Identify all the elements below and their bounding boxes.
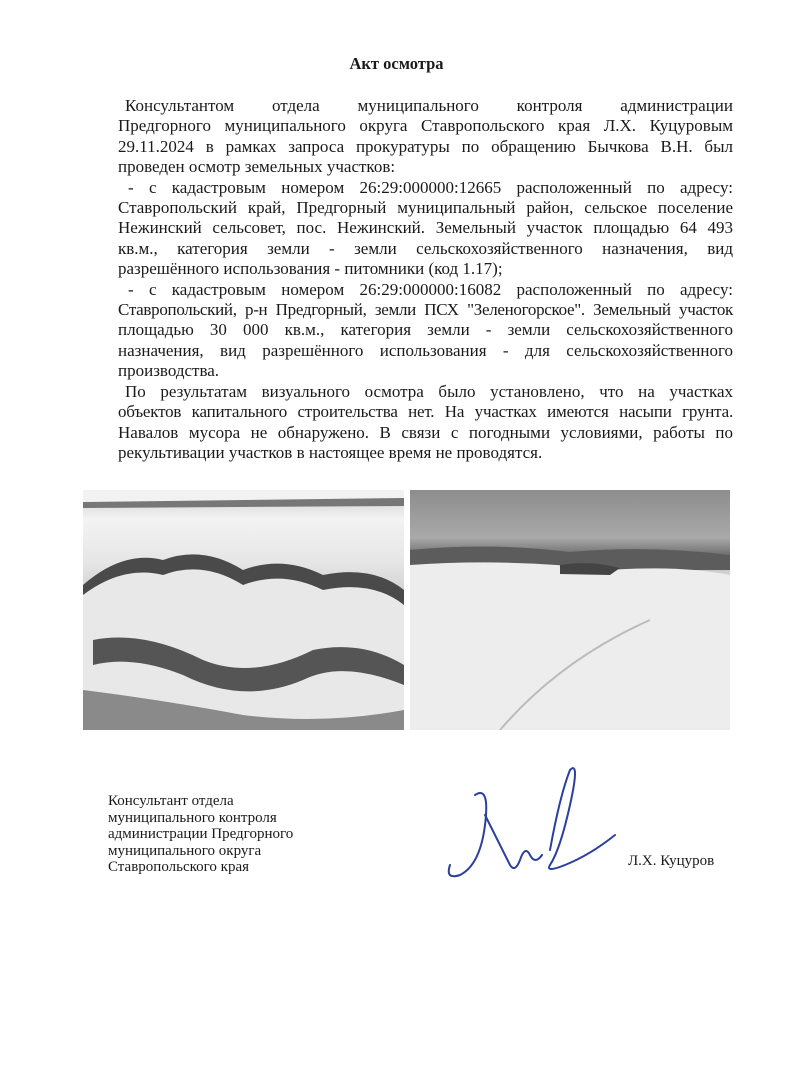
text-line: По результатам визуального осмотра было установлено, что на участках <box>125 381 733 401</box>
text-line: проведен осмотр земельных участков: <box>118 157 396 177</box>
document-body <box>118 96 733 463</box>
text-line: - с кадастровым номером 26:29:000000:12665 расположенный по адресу: <box>128 177 733 197</box>
text-line: Предгорного муниципального округа Ставропольского края Л.Х. Куцуровым <box>118 116 733 136</box>
text-line: площадью 30 000 кв.м., категория земли - земли сельскохозяйственного <box>118 320 733 340</box>
position-line: муниципального контроля <box>108 809 277 826</box>
paragraph-plot-2 <box>118 280 733 382</box>
text-line: Ставропольский край, Предгорный муниципальный район, сельское поселение <box>118 198 733 218</box>
position-line: муниципального округа <box>108 842 262 859</box>
photo-plot-1-snow-mounds <box>83 490 404 730</box>
text-line: объектов капитального строительства нет. На участках имеются насыпи грунта. <box>118 402 733 422</box>
paragraph-conclusion <box>118 382 733 464</box>
text-line: назначения, вид разрешённого использования - для сельскохозяйственного <box>118 340 733 360</box>
signatory-name: Л.Х. Куцуров <box>628 853 715 869</box>
paragraph-intro <box>118 96 733 178</box>
position-line: администрации Предгорного <box>108 826 294 842</box>
handwritten-signature <box>430 755 620 905</box>
text-line: разрешённого использования - питомники (код 1.17); <box>118 259 503 279</box>
text-line: Нежинский сельсовет, пос. Нежинский. Земельный участок площадью 64 493 <box>118 218 733 238</box>
paragraph-plot-1 <box>118 178 733 280</box>
position-line: Ставропольского края <box>108 859 249 875</box>
text-line: Консультантом отдела муниципального контроля администрации <box>125 96 733 115</box>
document-title: Акт осмотра <box>349 54 444 73</box>
text-line: 29.11.2024 в рамках запроса прокуратуры по обращению Бычкова В.Н. был <box>118 136 733 156</box>
text-line: Ставропольский, р-н Предгорный, земли ПСХ "Зеленогорское". Земельный участок <box>118 300 733 320</box>
position-line: Консультант отдела <box>108 793 234 809</box>
text-line: производства. <box>118 361 220 381</box>
photo-plot-2-snow-field <box>410 490 730 730</box>
text-line: кв.м., категория земли - земли сельскохозяйственного назначения, вид <box>118 238 733 258</box>
photo-scene <box>83 490 404 730</box>
text-line: рекультивации участков в настоящее время не проводятся. <box>118 442 543 462</box>
text-line: - с кадастровым номером 26:29:000000:16082 расположенный по адресу: <box>128 279 733 299</box>
signatory-position <box>108 793 293 876</box>
text-line: Навалов мусора не обнаружено. В связи с погодными условиями, работы по <box>118 422 733 442</box>
photo-scene <box>410 490 730 730</box>
